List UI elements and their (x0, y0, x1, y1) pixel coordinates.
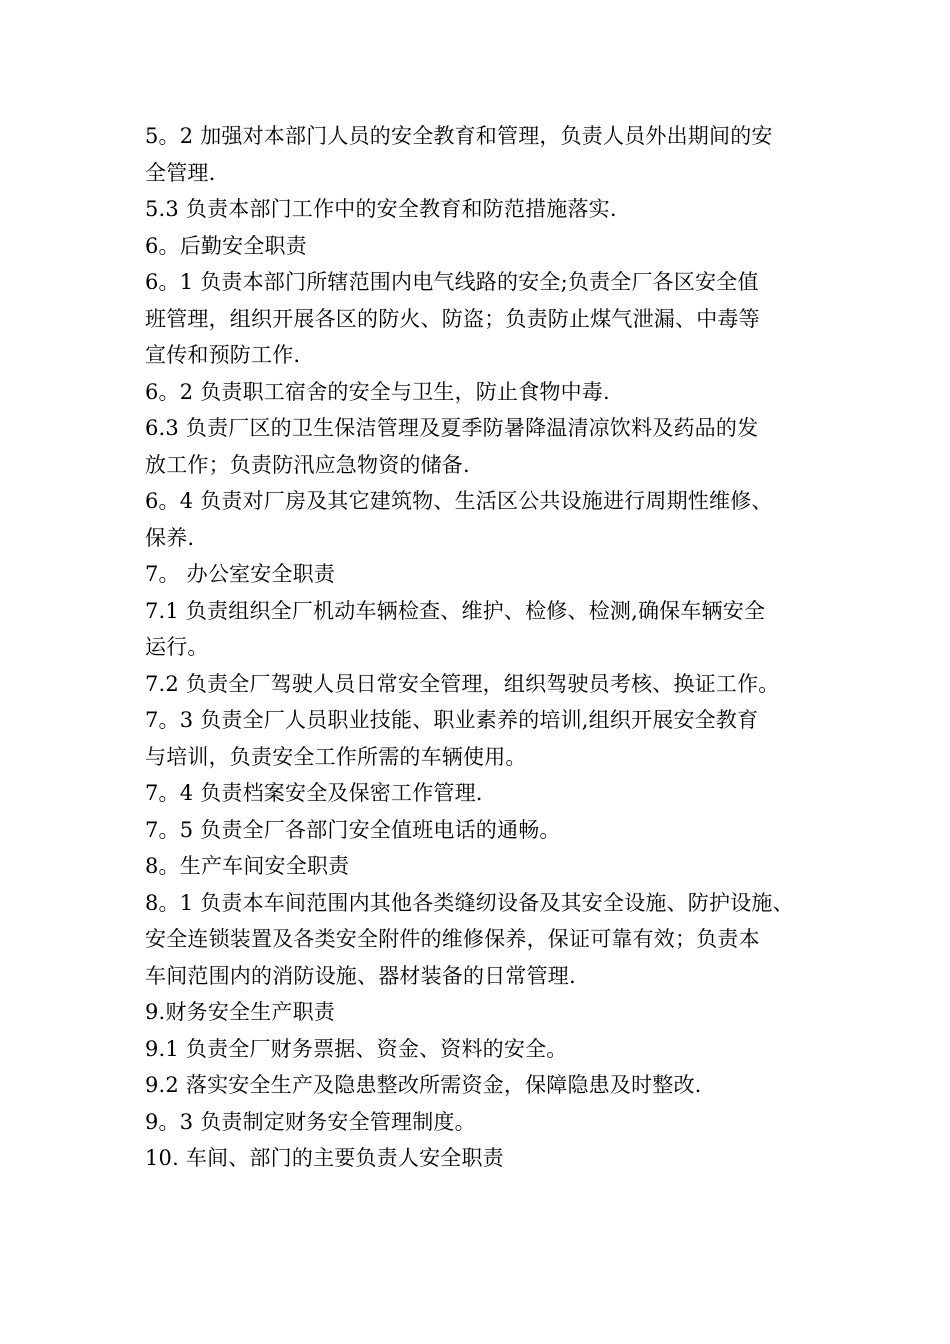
text-line: 6。1 负责本部门所辖范围内电气线路的安全;负责全厂各区安全值 (145, 270, 759, 294)
text-line: 6。4 负责对厂房及其它建筑物、生活区公共设施进行周期性维修、 (145, 489, 773, 513)
section-heading: 10. 车间、部门的主要负责人安全职责 (145, 1146, 504, 1170)
text-line: 运行。 (145, 635, 209, 659)
text-line: 6.3 负责厂区的卫生保洁管理及夏季防暑降温清凉饮料及药品的发 (145, 416, 759, 440)
text-line: 8。1 负责本车间范围内其他各类缝纫设备及其安全设施、防护设施、 (145, 890, 794, 915)
section-heading: 9.财务安全生产职责 (145, 1000, 336, 1024)
text-line: 7。4 负责档案安全及保密工作管理. (145, 781, 483, 805)
text-line: 5。2 加强对本部门人员的安全教育和管理，负责人员外出期间的安 (145, 124, 773, 148)
text-line: 7.1 负责组织全厂机动车辆检查、维护、检修、检测,确保车辆安全 (145, 598, 766, 623)
text-line: 7。3 负责全厂人员职业技能、职业素养的培训,组织开展安全教育 (145, 708, 759, 732)
text-line: 宣传和预防工作. (145, 343, 301, 367)
text-line: 7。5 负责全厂各部门安全值班电话的通畅。 (145, 817, 561, 842)
section-heading: 6。后勤安全职责 (145, 233, 307, 258)
text-line: 9。3 负责制定财务安全管理制度。 (145, 1109, 476, 1134)
text-line: 班管理，组织开展各区的防火、防盗；负责防止煤气泄漏、中毒等 (145, 306, 760, 331)
text-line: 5.3 负责本部门工作中的安全教育和防范措施落实. (145, 197, 617, 221)
text-line: 放工作；负责防汛应急物资的储备. (145, 452, 470, 477)
text-line: 与培训，负责安全工作所需的车辆使用。 (145, 744, 527, 769)
text-line: 6。2 负责职工宿舍的安全与卫生，防止食物中毒. (145, 379, 610, 404)
text-line: 7.2 负责全厂驾驶人员日常安全管理，组织驾驶员考核、换证工作。 (145, 671, 780, 696)
document-body (145, 118, 810, 1177)
text-line: 车间范围内的消防设施、器材装备的日常管理. (145, 963, 576, 988)
section-heading: 8。生产车间安全职责 (145, 854, 350, 878)
text-line: 保养. (145, 525, 195, 550)
text-line: 安全连锁装置及各类安全附件的维修保养，保证可靠有效；负责本 (145, 927, 760, 951)
text-line: 9.1 负责全厂财务票据、资金、资料的安全。 (145, 1036, 568, 1061)
section-heading: 7。 办公室安全职责 (145, 562, 336, 586)
text-line: 全管理. (145, 160, 216, 185)
text-line: 9.2 落实安全生产及隐患整改所需资金，保障隐患及时整改. (145, 1073, 702, 1097)
